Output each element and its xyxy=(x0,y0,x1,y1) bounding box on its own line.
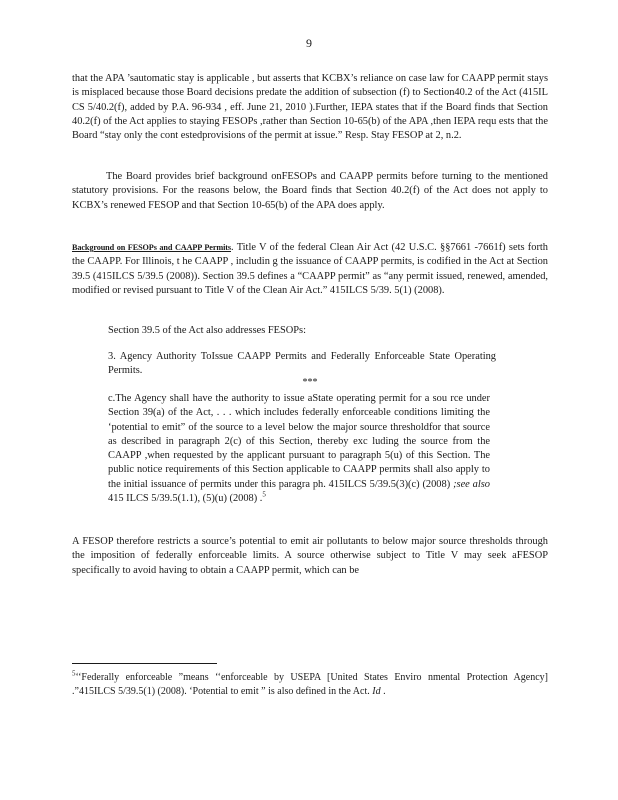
footnote-id-cite: Id xyxy=(372,685,381,697)
paragraph-section-intro: Section 39.5 of the Act also addresses FESOPs: xyxy=(108,325,306,336)
paragraph-fesop-explanation: A FESOP therefore restricts a source’s potential to emit air pollutants to below major source thresholds through the imposition of federally enforceable limits. A source otherwise subject to Title V may seek aFESOP specifically to avoid having to obtain a CAAPP permit, which can be xyxy=(72,536,548,576)
quoted-statute-body xyxy=(108,392,490,506)
background-text: . Title V of the federal Clean Air Act (42 U.S.C. §§7661 -7661f) sets forth the CAAPP. For Illinois, t he CAAPP , includin g the issuance of CAAPP permits, is codified in the Act at Section 39.5 (415ILCS 5/39.5 (2008)). Section 39.5 defines a “CAAPP permit” as “any permit issued, renewed, amended, modified or revised pursuant to Title V of the Clean Air Act.” 415ILCS 5/39. 5(1) (2008). xyxy=(72,242,548,296)
paragraph-background xyxy=(72,241,548,298)
footnote-divider xyxy=(72,663,217,664)
footnote-reference[interactable]: 5 xyxy=(262,490,266,499)
footnote-marker: 5 xyxy=(72,669,76,678)
section-heading: Background on FESOPs and CAAPP Permits xyxy=(72,243,231,252)
paragraph-stay-argument: that the APA ’sautomatic stay is applicable , but asserts that KCBX’s reliance on case law for CAAPP permit stays is misplaced because those Board decisions predate the addition of subsection (f) to Section40.2 of the Act (415IL CS 5/40.2(f), added by P.A. 96-934 , eff. June 21, 2010 ).Further, IEPA states that if the Board finds that Section 40.2(f) of the Act applies to staying FESOPs ,rather than Section 10-65(b) of the APA ,then IEPA requ ests that the Board “stay only the cont estedprovisions of the permit at issue.” Resp. Stay FESOP at 2, n.2. xyxy=(72,73,548,142)
paragraph-board-finding: The Board provides brief background onFESOPs and CAAPP permits before turning to the mentioned statutory provisions. For the reasons below, the Board finds that Section 40.2(f) of the Act does not apply to KCBX’s renewed FESOP and that Section 10-65(b) of the APA does apply. xyxy=(72,171,548,211)
quoted-statute-title: 3. Agency Authority ToIssue CAAPP Permits and Federally Enforceable State Operating Permits. xyxy=(108,351,496,377)
page-number: 9 xyxy=(306,36,312,50)
see-also-signal: ;see also xyxy=(453,478,490,490)
footnote: $^5$‘‘Federally enforceable ”means ‘‘enforceable by USEPA [United States Enviro nmental Protection Agency] .”415ILCS 5/39.5(1) (2008). ‘Potential to emit ” is also defined in the Act. Id . xyxy=(72,669,548,697)
footnote-text: ‘‘Federally enforceable ”means ‘‘enforceable by USEPA [United States Enviro nmental Protection Agency] .”415ILCS 5/39.5(1) (2008). ‘Potential to emit ” is also defined in the Act. xyxy=(72,672,548,697)
quote-body-text: c.The Agency shall have the authority to issue aState operating permit for a sou rce under Section 39(a) of the Act, . . . which includes federally enforceable conditions limiting the ‘potential to emit” of the source to a level below the major source thresholdfor that source as described in paragraph 2(c) of this Section, thereby exc luding the source from the CAAPP ,when requested by the applicant pursuant to paragraph 5(u) of this Section. The public notice requirements of this Section applicable to CAAPP permits shall also apply to the initial issuance of permits under this paragra ph. 415ILCS 5/39.5(3)(c) (2008) xyxy=(108,393,490,490)
omission-asterisks: *** xyxy=(302,377,318,388)
quote-citation-tail: 415 ILCS 5/39.5(1.1), (5)(u) (2008) . xyxy=(108,493,263,505)
